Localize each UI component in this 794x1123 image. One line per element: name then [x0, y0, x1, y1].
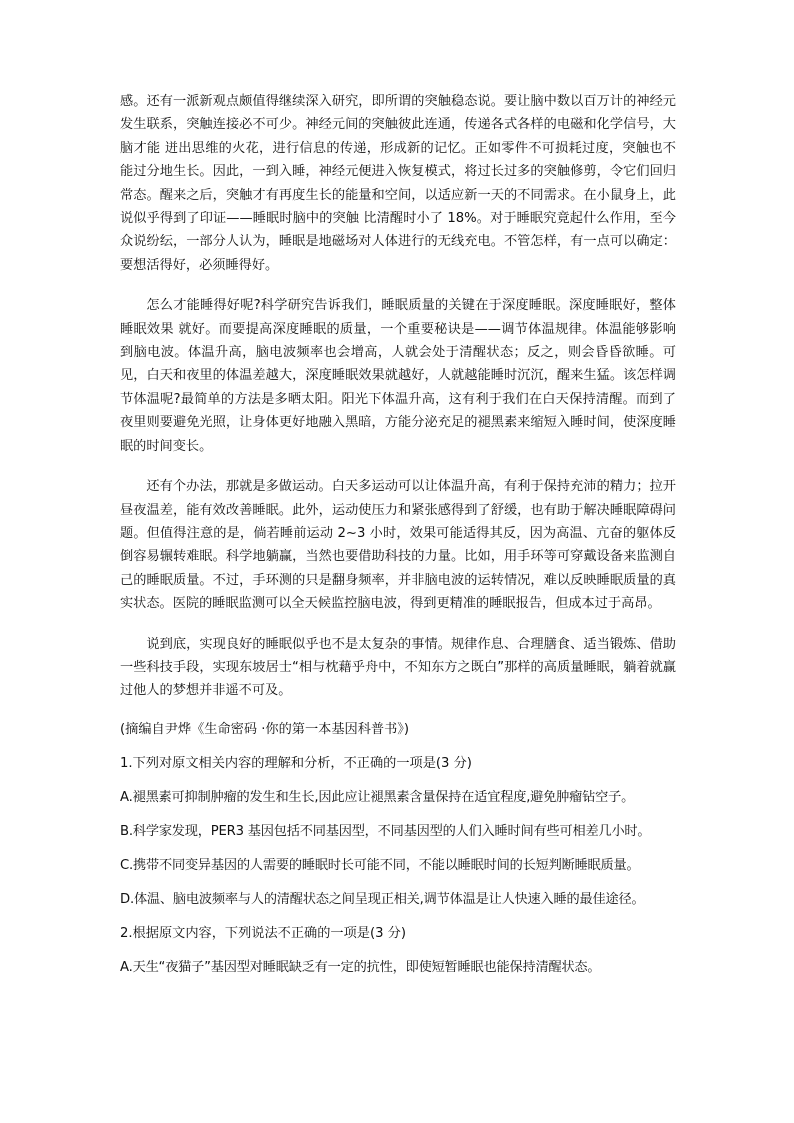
source-citation: (摘编自尹烨《生命密码 ·你的第一本基因科普书》) — [120, 721, 410, 737]
paragraph-deep-sleep: 怎么才能睡得好呢?科学研究告诉我们，睡眠质量的关键在于深度睡眠。深度睡眠好，整体睡眠效果 就好。而要提高深度睡眠的质量，一个重要秘诀是——调节体温规律。体温能够影响到脑电波。体温升高，脑电波频率也会增高，人就会处于清醒状态；反之，则会昏昏欲睡。可见，白天和夜里的体温差越大，深度睡眠效果就越好，人就越能睡时沉沉，醒来生猛。该怎样调节体温呢?最简单的方法是多晒太阳。阳光下体温升高，这有利于我们在白天保持清醒。而到了夜里则要避免光照，让身体更好地融入黑暗，方能分泌充足的褪黑素来缩短入睡时间，使深度睡眠的时间变长。 — [120, 298, 676, 454]
article-body — [120, 90, 676, 992]
question-1-option-b: B.科学家发现，PER3 基因包括不同基因型，不同基因型的人们入睡时间有些可相差几小时。 — [120, 823, 651, 839]
question-1-option-d: D.体温、脑电波频率与人的清醒状态之间呈现正相关,调节体温是让人快速入睡的最佳途径。 — [120, 891, 645, 907]
question-2-option-a: A.天生“夜猫子”基因型对睡眠缺乏有一定的抗性，即使短暂睡眠也能保持清醒状态。 — [120, 959, 601, 975]
question-1-option-c: C.携带不同变异基因的人需要的睡眠时长可能不同，不能以睡眠时间的长短判断睡眠质量。 — [120, 857, 640, 873]
question-1-stem: 1.下列对原文相关内容的理解和分析，不正确的一项是(3 分) — [120, 755, 472, 771]
paragraph-exercise: 还有个办法，那就是多做运动。白天多运动可以让体温升高，有利于保持充沛的精力；拉开昼夜温差，能有效改善睡眠。此外，运动使压力和紧张感得到了舒缓，也有助于解决睡眠障碍问题。但值得注意的是，倘若睡前运动 2~3 小时，效果可能适得其反，因为高温、亢奋的躯体反倒容易辗转难眠。科学地躺赢，当然也要借助科技的力量。比如，用手环等可穿戴设备来监测自己的睡眠质量。不过，手环测的只是翻身频率，并非脑电波的运转情况，难以反映睡眠质量的真实状态。医院的睡眠监测可以全天候监控脑电波，得到更精准的睡眠报告，但成本过于高昂。 — [120, 479, 676, 612]
paragraph-synapse-theory: 感。还有一派新观点颇值得继续深入研究，即所谓的突触稳态说。要让脑中数以百万计的神经元发生联系，突触连接必不可少。神经元间的突触彼此连通，传递各式各样的电磁和化学信号，大脑才能 迸出思维的火花，进行信息的传递，形成新的记忆。正如零件不可损耗过度，突触也不能过分地生长。因此，一到入睡，神经元便进入恢复模式，将过长过多的突触修剪，令它们回归常态。醒来之后，突触才有再度生长的能量和空间，以适应新一天的不同需求。在小鼠身上，此说似乎得到了印证——睡眠时脑中的突触 比清醒时小了 18%。对于睡眠究竟起什么作用，至今众说纷纭，一部分人认为，睡眠是地磁场对人体进行的无线充电。不管怎样，有一点可以确定：要想活得好，必须睡得好。 — [120, 94, 676, 273]
question-2-stem: 2.根据原文内容，下列说法不正确的一项是(3 分) — [120, 925, 407, 941]
paragraph-conclusion: 说到底，实现良好的睡眠似乎也不是太复杂的事情。规律作息、合理膳食、适当锻炼、借助一些科技手段，实现东坡居士“相与枕藉乎舟中，不知东方之既白”那样的高质量睡眠，躺着就赢过他人的梦想并非遥不可及。 — [120, 636, 676, 699]
question-1-option-a: A.褪黑素可抑制肿瘤的发生和生长,因此应让褪黑素含量保持在适宜程度,避免肿瘤钻空子。 — [120, 789, 635, 805]
